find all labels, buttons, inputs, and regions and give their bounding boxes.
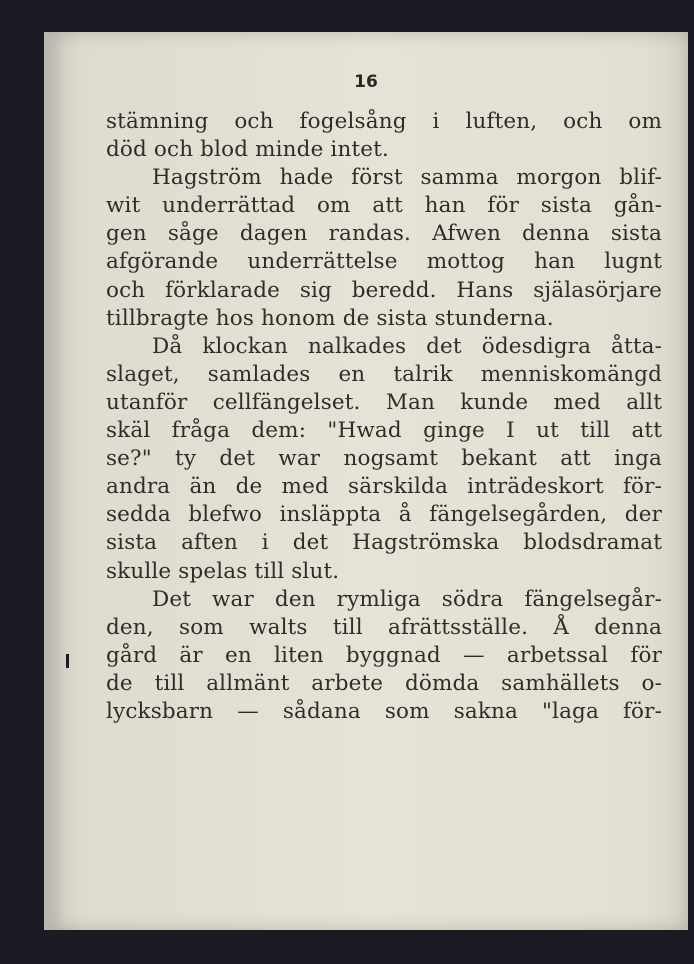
text-line: skulle spelas till slut. (106, 558, 340, 584)
text-line: stämning och fogelsång i luften, och om (106, 109, 662, 134)
text-line: Hagström hade först samma morgon blif- (152, 165, 662, 191)
text-line: wit underrättad om att han för sista gån- (106, 193, 662, 219)
text-line: sista aften i det Hagströmska blodsdramat (106, 530, 662, 556)
text-line: skäl fråga dem: "Hwad ginge I ut till att (106, 418, 662, 444)
text-line: utanför cellfängelset. Man kunde med allt (106, 389, 662, 415)
book-page (44, 32, 688, 930)
body-text (106, 108, 662, 726)
text-line: lycksbarn — sådana som sakna "laga för- (106, 698, 662, 724)
text-line: och förklarade sig beredd. Hans själasörjare (106, 277, 662, 303)
text-line: gen såge dagen randas. Afwen denna sista (106, 221, 662, 247)
text-line: Då klockan nalkades det ödesdigra åtta- (152, 333, 662, 359)
text-line: afgörande underrättelse mottog han lugnt (106, 249, 662, 275)
text-line: död och blod minde intet. (106, 137, 389, 163)
text-line: tillbragte hos honom de sista stunderna. (106, 305, 554, 331)
margin-mark (66, 654, 69, 668)
page-gutter-shadow (44, 32, 66, 930)
text-line: gård är en liten byggnad — arbetssal för (106, 642, 662, 668)
text-line: andra än de med särskilda inträdeskort för- (106, 474, 662, 500)
text-line: den, som walts till afrättsställe. Å denna (106, 614, 662, 640)
text-line: de till allmänt arbete dömda samhällets o- (106, 670, 662, 696)
text-line: slaget, samlades en talrik menniskomängd (106, 361, 662, 387)
text-line: se?" ty det war nogsamt bekant att inga (106, 446, 662, 472)
page-number: 16 (354, 72, 378, 92)
text-line: Det war den rymliga södra fängelsegår- (152, 586, 662, 612)
text-line: sedda blefwo insläppta å fängelsegården, der (106, 502, 662, 528)
